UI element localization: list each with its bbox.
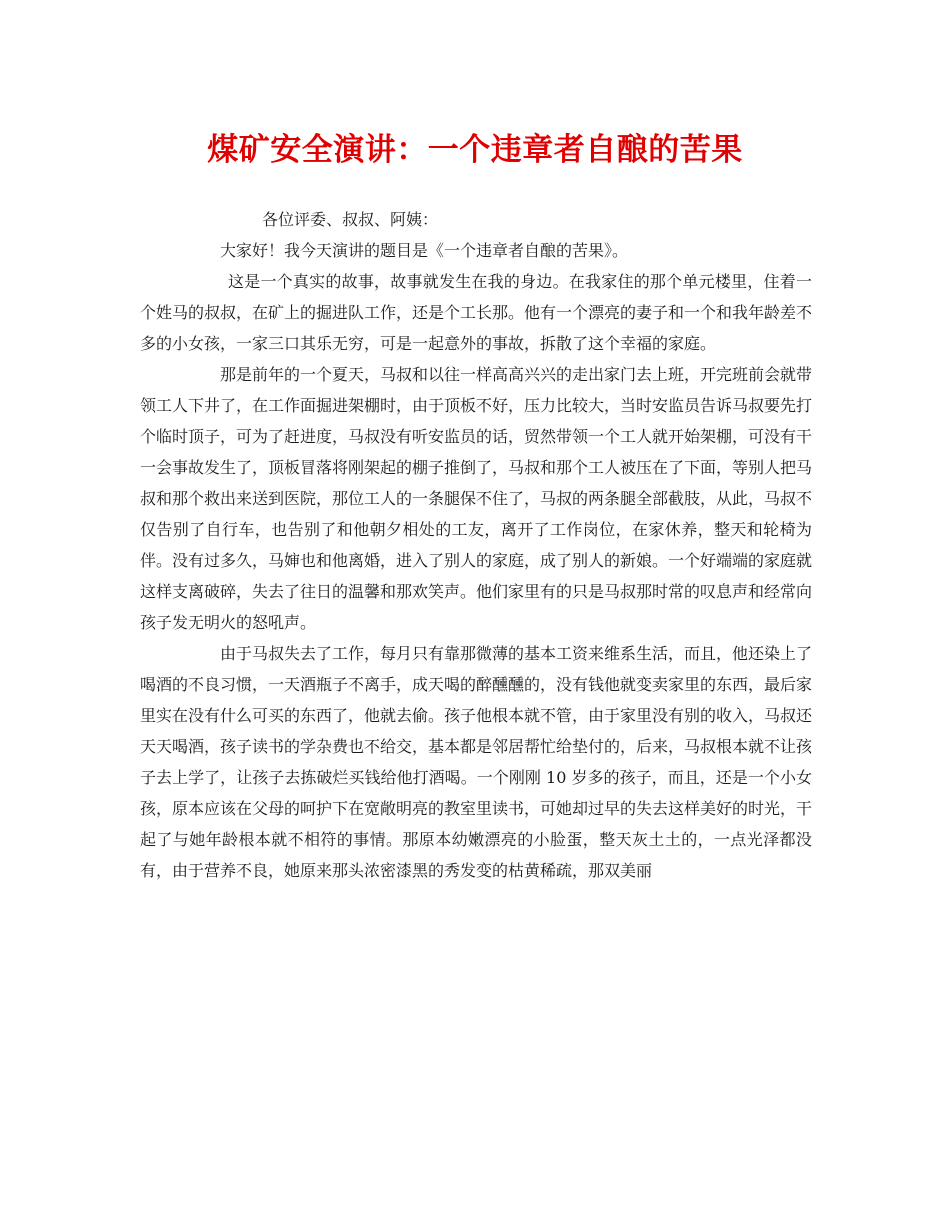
paragraph-aftermath: 由于马叔失去了工作，每月只有靠那微薄的基本工资来维系生活，而且，他还染上了喝酒的不良习惯，一天酒瓶子不离手，成天喝的醉醺醺的，没有钱他就变卖家里的东西，最后家里实在没有什么可买的东西了，他就去偷。孩子他根本就不管，由于家里没有别的收入，马叔还天天喝酒，孩子读书的学杂费也不给交，基本都是邻居帮忙给垫付的，后来，马叔根本就不让孩子去上学了，让孩子去拣破烂买钱给他打酒喝。一个刚刚 10 岁多的孩子，而且，还是一个小女孩，原本应该在父母的呵护下在宽敞明亮的教室里读书，可她却过早的失去这样美好的时光，干起了与她年龄根本就不相符的事情。那原本幼嫩漂亮的小脸蛋，整天灰土土的，一点光泽都没有，由于营养不良，她原来那头浓密漆黑的秀发变的枯黄稀疏，那双美丽	[140, 644, 813, 880]
greeting-line: 各位评委、叔叔、阿姨：	[262, 210, 439, 229]
paragraph-story-setup: 这是一个真实的故事，故事就发生在我的身边。在我家住的那个单元楼里，住着一个姓马的叔叔，在矿上的掘进队工作，还是个工长那。他有一个漂亮的妻子和一个和我年龄差不多的小女孩，一家三口其乐无穷，可是一起意外的事故，拆散了这个幸福的家庭。	[140, 272, 813, 353]
document-body	[140, 204, 812, 886]
document-title: 煤矿安全演讲：一个违章者自酿的苦果	[207, 132, 743, 168]
paragraph-accident: 那是前年的一个夏天，马叔和以往一样高高兴兴的走出家门去上班，开完班前会就带领工人下井了，在工作面掘进架棚时，由于顶板不好，压力比较大，当时安监员告诉马叔要先打个临时顶子，可为了赶进度，马叔没有听安监员的话，贸然带领一个工人就开始架棚，可没有干一会事故发生了，顶板冒落将刚架起的棚子推倒了，马叔和那个工人被压在了下面，等别人把马叔和那个救出来送到医院，那位工人的一条腿保不住了，马叔的两条腿全部截肢，从此，马叔不仅告别了自行车，也告别了和他朝夕相处的工友，离开了工作岗位，在家休养，整天和轮椅为伴。没有过多久，马婶也和他离婚，进入了别人的家庭，成了别人的新娘。一个好端端的家庭就这样支离破碎，失去了往日的温馨和那欢笑声。他们家里有的只是马叔那时常的叹息声和经常向孩子发无明火的怒吼声。	[140, 365, 813, 632]
paragraph-intro: 大家好！我今天演讲的题目是《一个违章者自酿的苦果》。	[220, 241, 629, 260]
